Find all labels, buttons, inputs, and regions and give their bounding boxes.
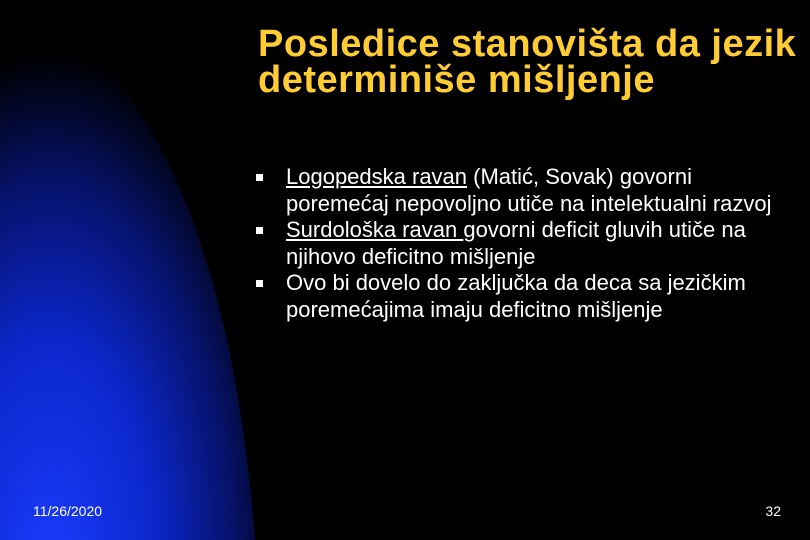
bullet-list <box>256 164 796 323</box>
square-bullet-icon <box>256 174 263 181</box>
list-item <box>256 270 796 323</box>
slide-title: Posledice stanovišta da jezik determiniše mišljenje <box>258 23 797 101</box>
page-number: 32 <box>765 503 781 519</box>
slide-date: 11/26/2020 <box>33 503 103 519</box>
bullet-term: Surdološka ravan <box>286 217 464 242</box>
bullet-text: Ovo bi dovelo do zaključka da deca sa jezičkim poremećajima imaju deficitno mišljenje <box>286 270 746 322</box>
bullet-term: Logopedska ravan <box>286 164 468 189</box>
list-item <box>256 164 796 217</box>
square-bullet-icon <box>256 227 263 234</box>
bullet-text: (Matić, Sovak) govorni poremećaj nepovoljno utiče na intelektualni razvoj <box>286 164 772 216</box>
square-bullet-icon <box>256 280 263 287</box>
list-item <box>256 217 796 270</box>
bullet-text: govorni deficit gluvih utiče na njihovo deficitno mišljenje <box>286 217 746 269</box>
